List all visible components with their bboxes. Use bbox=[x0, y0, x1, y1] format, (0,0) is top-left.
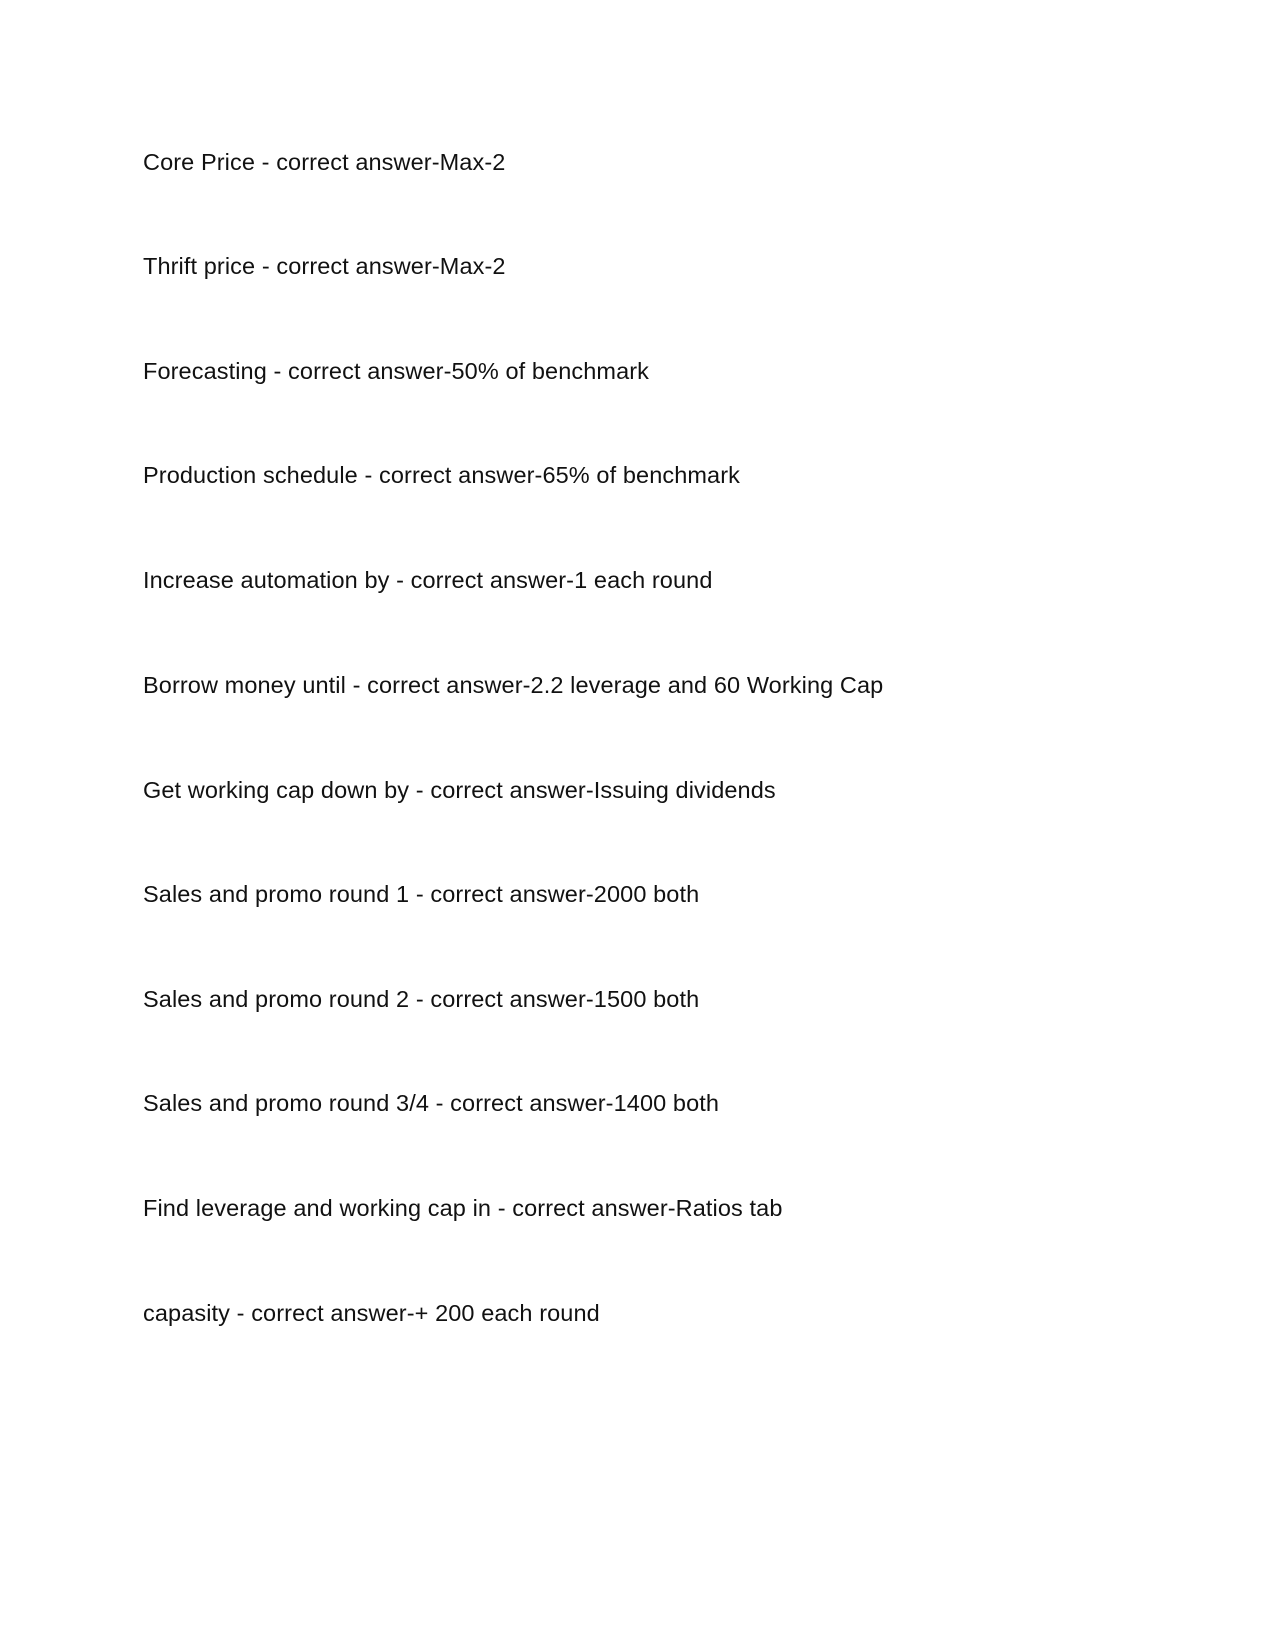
qa-item: Sales and promo round 3/4 - correct answer-1400 both bbox=[143, 1090, 720, 1116]
qa-item: Sales and promo round 1 - correct answer-2000 both bbox=[143, 881, 700, 907]
qa-item: Get working cap down by - correct answer-Issuing dividends bbox=[143, 777, 776, 803]
qa-item: Find leverage and working cap in - correct answer-Ratios tab bbox=[143, 1195, 783, 1221]
qa-item: Core Price - correct answer-Max-2 bbox=[143, 149, 506, 175]
qa-item: capasity - correct answer-+ 200 each round bbox=[143, 1300, 600, 1326]
qa-item: Increase automation by - correct answer-1 each round bbox=[143, 567, 713, 593]
qa-item: Borrow money until - correct answer-2.2 leverage and 60 Working Cap bbox=[143, 672, 884, 698]
qa-item: Forecasting - correct answer-50% of benchmark bbox=[143, 358, 650, 384]
qa-item: Production schedule - correct answer-65% of benchmark bbox=[143, 462, 740, 488]
qa-item: Thrift price - correct answer-Max-2 bbox=[143, 253, 506, 279]
qa-item: Sales and promo round 2 - correct answer-1500 both bbox=[143, 986, 700, 1012]
